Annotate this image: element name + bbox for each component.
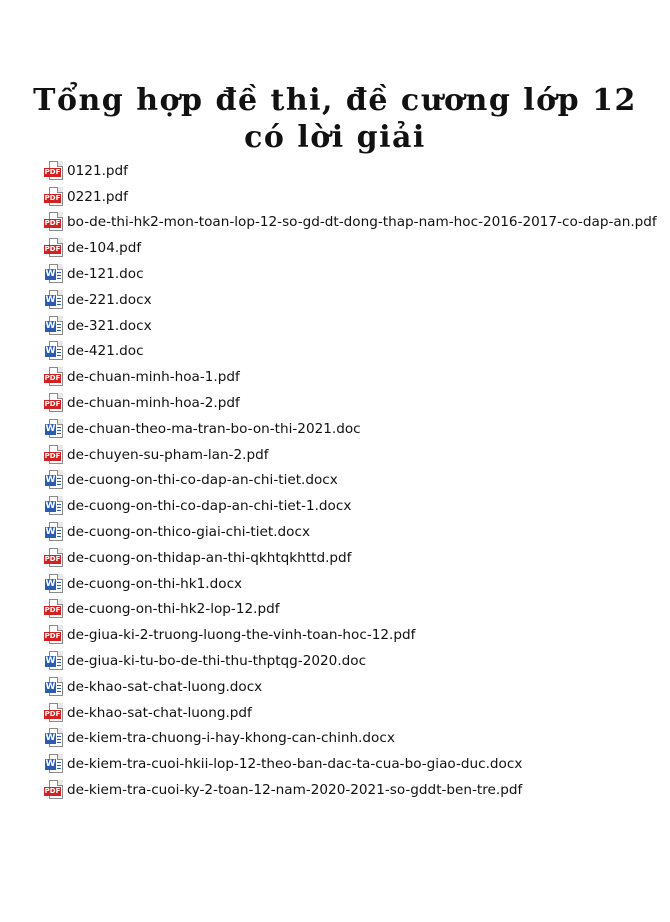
file-name: bo-de-thi-hk2-mon-toan-lop-12-so-gd-dt-dong-thap-nam-hoc-2016-2017-co-dap-an.pdf <box>67 214 657 231</box>
file-item[interactable] <box>44 364 657 390</box>
page-title <box>0 82 670 156</box>
page-title-line-1: Tổng hợp đề thi, đề cương lớp 12 <box>33 83 637 119</box>
file-name: de-cuong-on-thi-co-dap-an-chi-tiet.docx <box>67 472 338 489</box>
file-item[interactable] <box>44 726 657 752</box>
file-list <box>44 158 657 803</box>
file-name: de-121.doc <box>67 266 144 283</box>
file-item[interactable] <box>44 622 657 648</box>
word-icon: W <box>44 677 64 697</box>
word-icon: W <box>44 264 64 284</box>
pdf-icon: PDF <box>44 238 64 258</box>
word-icon: W <box>44 496 64 516</box>
file-item[interactable] <box>44 184 657 210</box>
file-name: de-khao-sat-chat-luong.docx <box>67 678 263 695</box>
word-icon: W <box>44 754 64 774</box>
word-icon: W <box>44 290 64 310</box>
file-name: de-kiem-tra-cuoi-hkii-lop-12-theo-ban-dac-ta-cua-bo-giao-duc.docx <box>67 756 523 773</box>
file-name: de-chuan-theo-ma-tran-bo-on-thi-2021.doc <box>67 420 361 437</box>
file-item[interactable] <box>44 493 657 519</box>
pdf-icon: PDF <box>44 548 64 568</box>
file-name: de-cuong-on-thico-giai-chi-tiet.docx <box>67 524 310 541</box>
file-item[interactable] <box>44 777 657 803</box>
word-icon: W <box>44 470 64 490</box>
file-item[interactable] <box>44 313 657 339</box>
file-name: de-chuyen-su-pham-lan-2.pdf <box>67 446 269 463</box>
file-name: de-cuong-on-thidap-an-thi-qkhtqkhttd.pdf <box>67 549 352 566</box>
pdf-icon: PDF <box>44 599 64 619</box>
pdf-icon: PDF <box>44 212 64 232</box>
pdf-icon: PDF <box>44 703 64 723</box>
word-icon: W <box>44 728 64 748</box>
file-item[interactable] <box>44 571 657 597</box>
file-item[interactable] <box>44 545 657 571</box>
file-name: de-kiem-tra-cuoi-ky-2-toan-12-nam-2020-2021-so-gddt-ben-tre.pdf <box>67 782 523 799</box>
pdf-icon: PDF <box>44 445 64 465</box>
file-item[interactable] <box>44 235 657 261</box>
page-title-line-2: có lời giải <box>244 120 426 156</box>
file-name: de-321.docx <box>67 317 152 334</box>
file-item[interactable] <box>44 674 657 700</box>
file-name: de-221.docx <box>67 291 152 308</box>
file-item[interactable] <box>44 158 657 184</box>
file-item[interactable] <box>44 210 657 236</box>
file-item[interactable] <box>44 648 657 674</box>
file-name: de-104.pdf <box>67 240 142 257</box>
file-name: de-chuan-minh-hoa-2.pdf <box>67 395 240 412</box>
file-name: de-cuong-on-thi-co-dap-an-chi-tiet-1.docx <box>67 498 352 515</box>
file-name: de-kiem-tra-chuong-i-hay-khong-can-chinh.docx <box>67 730 395 747</box>
word-icon: W <box>44 522 64 542</box>
file-item[interactable] <box>44 597 657 623</box>
file-item[interactable] <box>44 416 657 442</box>
file-item[interactable] <box>44 519 657 545</box>
file-name: de-giua-ki-tu-bo-de-thi-thu-thptqg-2020.doc <box>67 653 367 670</box>
pdf-icon: PDF <box>44 780 64 800</box>
file-name: de-giua-ki-2-truong-luong-the-vinh-toan-hoc-12.pdf <box>67 627 416 644</box>
file-name: de-cuong-on-thi-hk1.docx <box>67 575 243 592</box>
pdf-icon: PDF <box>44 367 64 387</box>
file-name: de-khao-sat-chat-luong.pdf <box>67 704 252 721</box>
word-icon: W <box>44 341 64 361</box>
file-item[interactable] <box>44 390 657 416</box>
file-item[interactable] <box>44 700 657 726</box>
word-icon: W <box>44 316 64 336</box>
pdf-icon: PDF <box>44 187 64 207</box>
word-icon: W <box>44 651 64 671</box>
word-icon: W <box>44 574 64 594</box>
pdf-icon: PDF <box>44 625 64 645</box>
file-item[interactable] <box>44 287 657 313</box>
file-name: 0121.pdf <box>67 162 128 179</box>
file-name: de-cuong-on-thi-hk2-lop-12.pdf <box>67 601 280 618</box>
file-item[interactable] <box>44 442 657 468</box>
file-item[interactable] <box>44 751 657 777</box>
file-name: de-chuan-minh-hoa-1.pdf <box>67 369 240 386</box>
file-name: de-421.doc <box>67 343 144 360</box>
pdf-icon: PDF <box>44 393 64 413</box>
file-item[interactable] <box>44 339 657 365</box>
file-item[interactable] <box>44 261 657 287</box>
file-name: 0221.pdf <box>67 188 128 205</box>
word-icon: W <box>44 419 64 439</box>
pdf-icon: PDF <box>44 161 64 181</box>
file-item[interactable] <box>44 468 657 494</box>
